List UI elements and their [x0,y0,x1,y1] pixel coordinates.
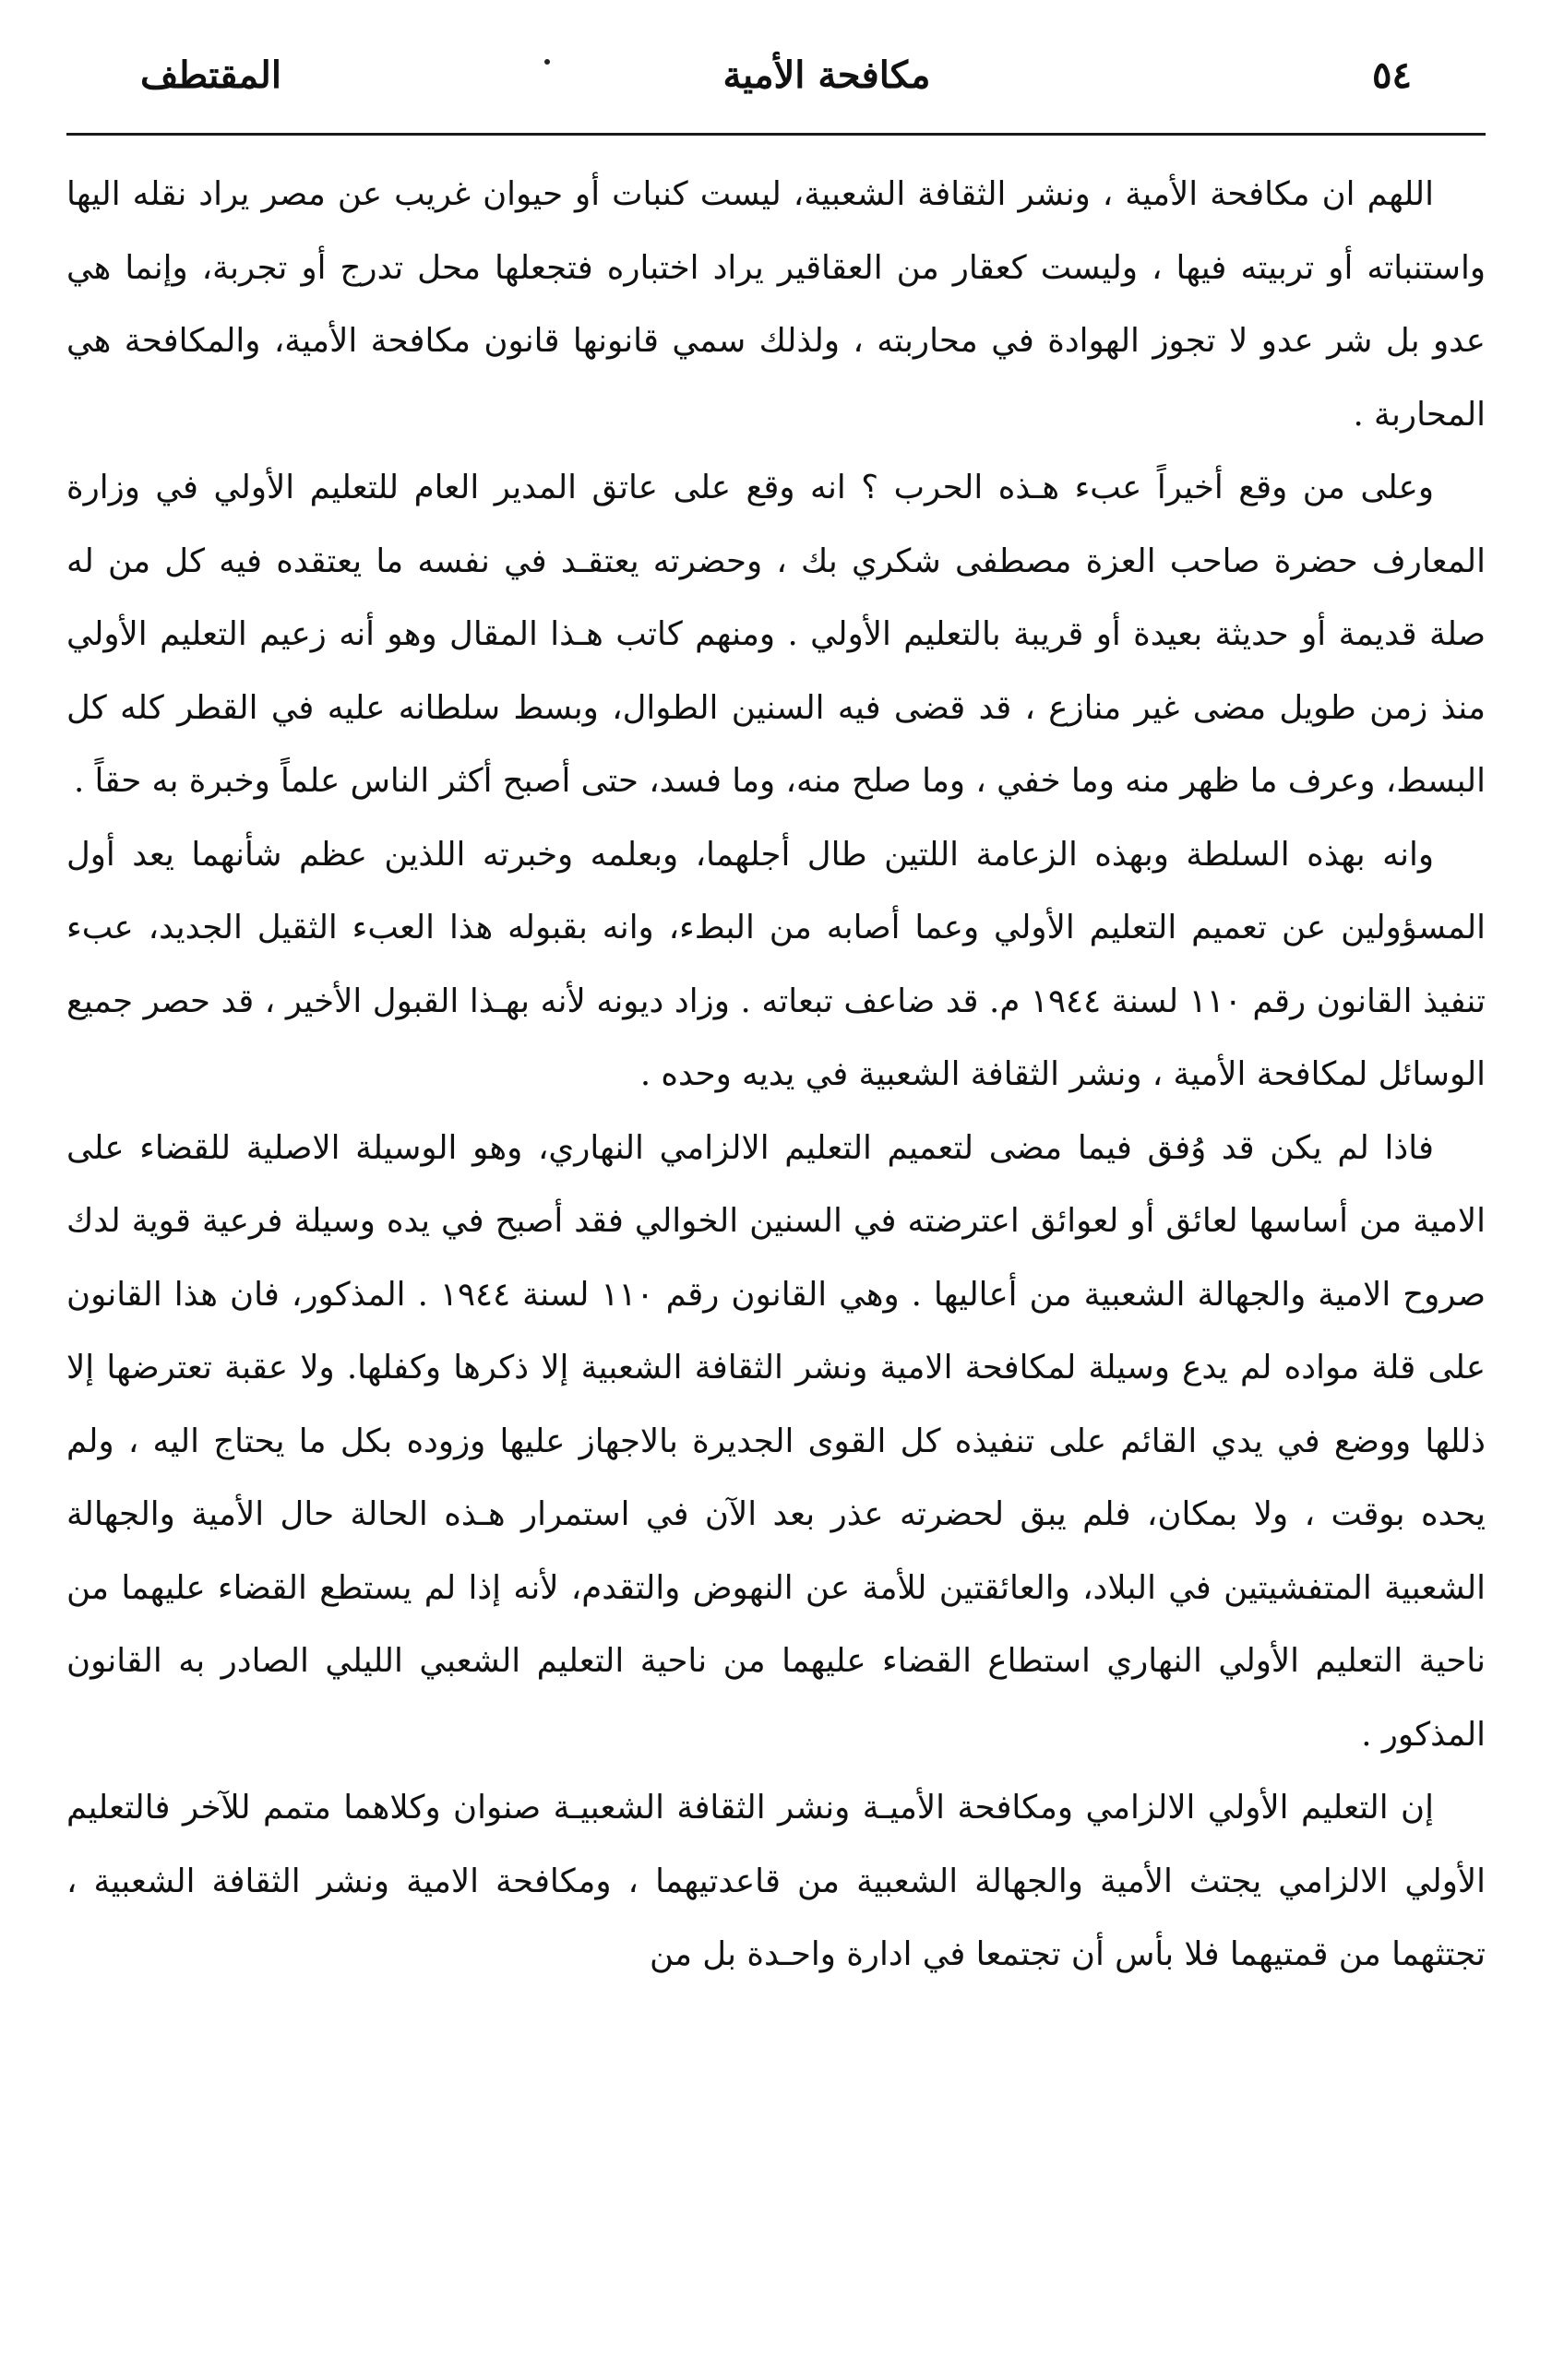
paragraph: وانه بهذه السلطة وبهذه الزعامة اللتين طال أجلهما، وبعلمه وخبرته اللذين عظم شأنهما يعد أول المسؤولين عن تعميم التعليم الأولي وعما أصابه من البطء، وانه بقبوله هذا العبء الثقيل الجديد، عبء تنفيذ القانون رقم ١١٠ لسنة ١٩٤٤ م. قد ضاعف تبعاته . وزاد ديونه لأنه بهـذا القبول الأخير ، قد حصر جميع الوسائل لمكافحة الأمية ، ونشر الثقافة الشعبية في يديه وحده . [66,835,1486,1093]
header-dot [544,59,550,65]
header-rule [66,133,1486,136]
page-number: ٥٤ [1372,53,1412,97]
article-title: مكافحة الأمية [722,53,931,97]
journal-name: المقتطف [140,53,281,97]
article-body [66,158,1486,1992]
paragraph: إن التعليم الأولي الالزامي ومكافحة الأميـة ونشر الثقافة الشعبيـة صنوان وكلاهما متمم للآخر فالتعليم الأولي الالزامي يجتث الأمية والجهالة الشعبية من قاعدتيهما ، ومكافحة الامية ونشر الثقافة الشعبية ، تجتثهما من قمتيهما فلا بأس أن تجتمعا في ادارة واحـدة بل من [66,1789,1486,1973]
page-header [66,39,1486,111]
paragraph: فاذا لم يكن قد وُفق فيما مضى لتعميم التعليم الالزامي النهاري، وهو الوسيلة الاصلية للقضاء على الامية من أساسها لعائق أو لعوائق اعترضته في السنين الخوالي فقد أصبح في يده وسيلة فرعية قوية لدك صروح الامية والجهالة الشعبية من أعاليها . وهي القانون رقم ١١٠ لسنة ١٩٤٤ . المذكور، فان هذا القانون على قلة مواده لم يدع وسيلة لمكافحة الامية ونشر الثقافة الشعبية إلا ذكرها وكفلها. ولا عقبة تعترضها إلا ذللها ووضع في يدي القائم على تنفيذه كل القوى الجديرة بالاجهاز عليها وزوده بكل ما يحتاج اليه ، ولم يحده بوقت ، ولا بمكان، فلم يبق لحضرته عذر بعد الآن في استمرار هـذه الحالة حال الأمية والجهالة الشعبية المتفشيتين في البلاد، والعائقتين للأمة عن النهوض والتقدم، لأنه إذا لم يستطع القضاء عليهما من ناحية التعليم الأولي النهاري استطاع القضاء عليهما من ناحية التعليم الشعبي الليلي الصادر به القانون المذكور . [66,1128,1486,1754]
paragraph: وعلى من وقع أخيراً عبء هـذه الحرب ؟ انه وقع على عاتق المدير العام للتعليم الأولي في وزارة المعارف حضرة صاحب العزة مصطفى شكري بك ، وحضرته يعتقـد في نفسه ما يعتقده فيه كل من له صلة قديمة أو حديثة بعيدة أو قريبة بالتعليم الأولي . ومنهم كاتب هـذا المقال وهو أنه زعيم التعليم الأولي منذ زمن طويل مضى غير منازع ، قد قضى فيه السنين الطوال، وبسط سلطانه عليه في القطر كله كل البسط، وعرف ما ظهر منه وما خفي ، وما صلح منه، وما فسد، حتى أصبح أكثر الناس علماً وخبرة به حقاً . [66,469,1486,800]
paragraph: اللهم ان مكافحة الأمية ، ونشر الثقافة الشعبية، ليست كنبات أو حيوان غريب عن مصر يراد نقله اليها واستنباته أو تربيته فيها ، وليست كعقار من العقاقير يراد اختباره فتجعلها محل تدرج أو تجربة، وإنما هي عدو بل شر عدو لا تجوز الهوادة في محاربته ، ولذلك سمي قانونها قانون مكافحة الأمية، والمكافحة هي المحاربة . [66,175,1486,434]
